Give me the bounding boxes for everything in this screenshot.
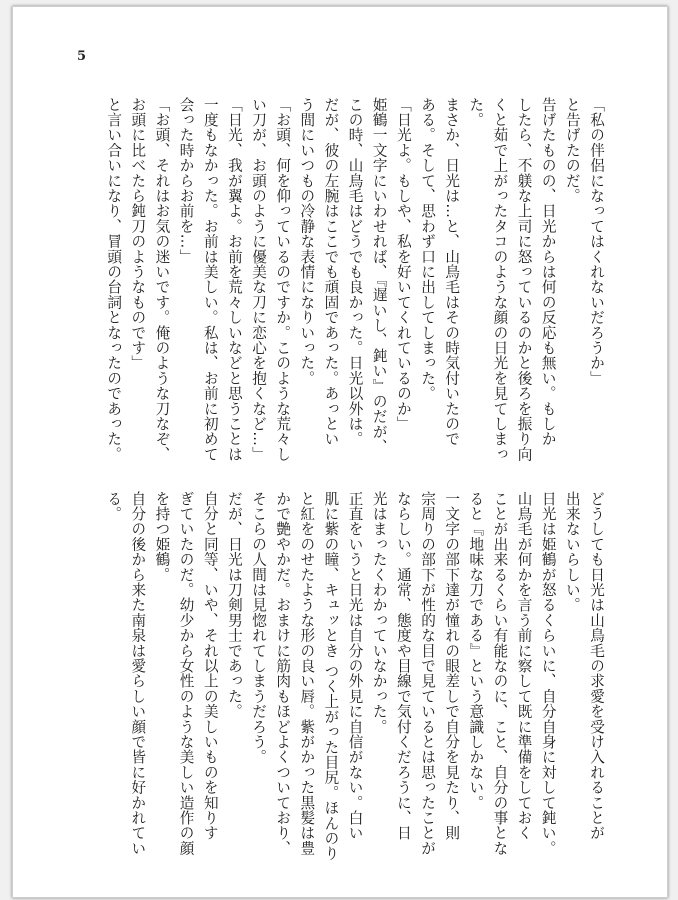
text-line: ぎていたのだ。幼少から女性のような美しい造作の顔: [177, 491, 195, 856]
page-number: 5: [77, 49, 87, 64]
text-line: を持つ姫鶴。: [153, 491, 171, 583]
text-line: と告げたのだ。: [563, 97, 581, 204]
lower-text-block: [96, 491, 606, 871]
text-line: どうしても日光は山鳥毛の求愛を受け入れることが: [588, 491, 605, 841]
text-line: 山鳥毛が何かを言う前に察して既に準備をしておく: [515, 491, 533, 841]
text-line: 日光は姫鶴が怒るくらいに、自分自身に対して鈍い。: [539, 491, 557, 856]
text-line: う間にいつもの冷静な表情になりいった。: [298, 97, 316, 386]
text-line: ある。そして、思わず口に出してしまった。: [419, 97, 437, 401]
text-line: 会った時からお前を…」: [177, 97, 195, 265]
text-line: くと茹で上がったタコのような顔の日光を見てしまっ: [491, 97, 509, 462]
text-line: かで艶やかだ。おまけに筋肉もほどよくついており、: [274, 491, 292, 856]
text-line: 「日光、我が翼よ。お前を荒々しいなどと思うことは: [225, 97, 243, 462]
text-line: だが、日光は刀剣男士であった。: [225, 491, 243, 719]
text-line: 自分と同等、いや、それ以上の美しいものを知りす: [201, 491, 219, 841]
text-line: 「私の伴侶になってはくれないだろうか」: [588, 97, 605, 386]
text-line: 光はまったくわかっていなかった。: [370, 491, 388, 735]
text-line: 一文字の部下達が憧れの眼差しで自分を見たり、則: [443, 491, 461, 841]
text-line: お頭に比べたら鈍刀のようなものです」: [129, 97, 147, 371]
text-line: る。: [105, 491, 123, 522]
document-page: [12, 6, 668, 898]
text-line: 「日光よ。もしや、私を好いてくれているのか」: [394, 97, 412, 432]
text-line: た。: [467, 97, 485, 128]
text-line: この時、山鳥毛はどうでも良かった。日光以外は。: [346, 97, 364, 447]
text-line: そこらの人間は見惚れてしまうだろう。: [250, 491, 268, 765]
text-line: 正直をいうと日光は自分の外見に自信がない。白い: [346, 491, 364, 841]
text-line: と紅をのせたような形の良い唇。紫がかった黒髪は豊: [298, 491, 316, 856]
text-line: 告げたものの、日光からは何の反応も無い。もしか: [539, 97, 557, 447]
upper-text-block: [96, 97, 606, 472]
text-line: 宗周りの部下が性的な目で見ているとは思ったことが: [419, 491, 437, 856]
text-line: ことが出来るくらい有能なのに、こと、自分の事とな: [491, 491, 509, 856]
text-line: まさか、日光は…と、山鳥毛はその時気付いたので: [443, 97, 461, 447]
text-line: 「お頭、何を仰っているのですか。このような荒々し: [274, 97, 292, 462]
text-line: 出来ないらしい。: [563, 491, 581, 613]
text-line: したら、不躾な上司に怒っているのかと後ろを振り向: [515, 97, 533, 462]
text-line: 姫鶴一文字にいわせれば、『遅いし、鈍い』のだが、: [370, 97, 388, 455]
text-line: ならしい。通常、態度や目線で気付くだろうに、日: [394, 491, 412, 841]
text-line: 「お頭、それはお気の迷いです。俺のような刀なぞ、: [153, 97, 171, 462]
text-line: 自分の後から来た南泉は愛らしい顔で皆に好かれてい: [129, 491, 147, 856]
text-line: だが、彼の左腕はここでも頑固であった。あっとい: [322, 97, 340, 447]
text-line: ると『地味な刀である』という意識しかない。: [467, 491, 485, 811]
text-line: い刀が、お頭のように優美な刀に恋心を抱くなど…」: [250, 97, 268, 462]
text-line: 一度もなかった。お前は美しい。私は、お前に初めて: [201, 97, 219, 462]
text-line: と言い合いになり、冒頭の台詞となったのであった。: [105, 97, 123, 462]
text-line: 肌に紫の瞳、キュッとき つく上がった目尻。ほんのり: [322, 491, 340, 862]
